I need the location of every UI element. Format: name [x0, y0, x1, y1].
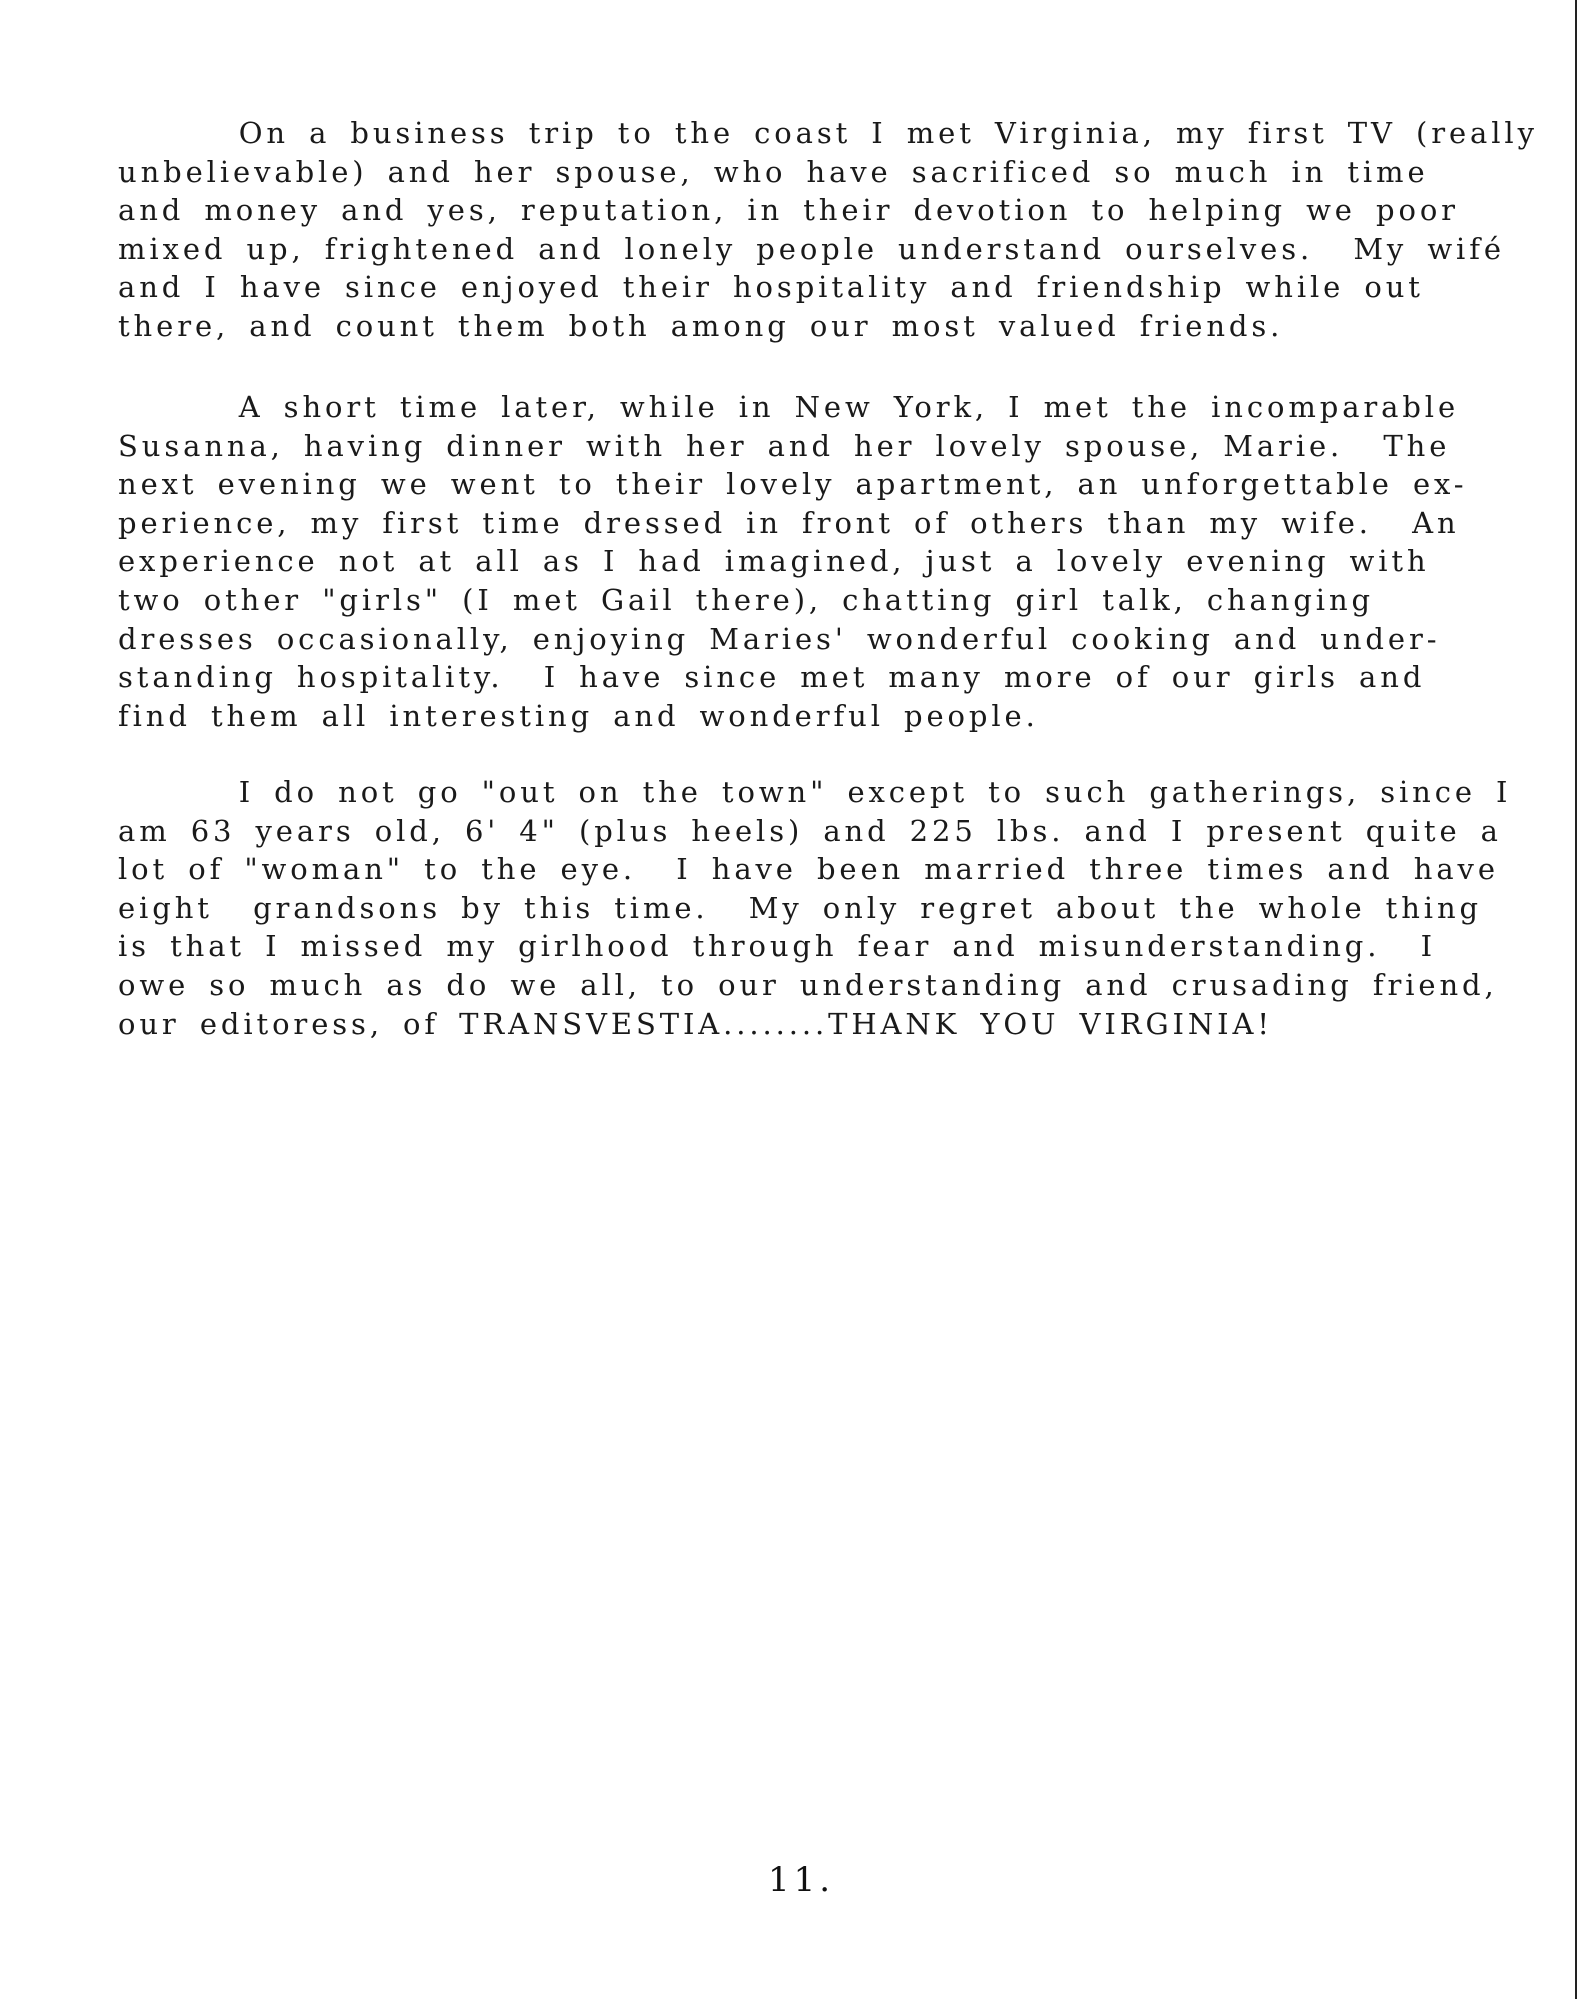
text-line: and I have since enjoyed their hospitality and friendship while out — [118, 270, 1424, 305]
text-line: On a business trip to the coast I met Virginia, my first TV (really — [118, 116, 1538, 150]
text-line: mixed up, frightened and lonely people understand ourselves. My wifé — [118, 231, 1505, 266]
page-number: 11. — [768, 1860, 835, 1900]
text-line: and money and yes, reputation, in their devotion to helping we poor — [118, 193, 1459, 228]
text-line: unbelievable) and her spouse, who have sacrificed so much in time — [118, 154, 1429, 189]
text-line: lot of "woman" to the eye. I have been married three times and have — [118, 852, 1499, 887]
text-line: I do not go "out on the town" except to such gatherings, since I — [118, 775, 1512, 809]
text-line: am 63 years old, 6' 4" (plus heels) and 225 lbs. and I present quite a — [118, 813, 1502, 848]
paragraph-2 — [118, 388, 1558, 735]
text-line: dresses occasionally, enjoying Maries' wonderful cooking and under- — [118, 621, 1441, 656]
text-line: eight grandsons by this time. My only regret about the whole thing — [118, 890, 1482, 925]
text-line: next evening we went to their lovely apartment, an unforgettable ex- — [118, 467, 1468, 502]
text-line: two other "girls" (I met Gail there), chatting girl talk, changing — [118, 582, 1374, 617]
text-line: perience, my first time dressed in front of others than my wife. An — [118, 505, 1460, 540]
text-line: owe so much as do we all, to our understanding and crusading friend, — [118, 967, 1498, 1002]
page-edge-line — [1575, 0, 1577, 1999]
paragraph-1 — [118, 114, 1558, 346]
text-line: find them all interesting and wonderful people. — [118, 698, 1039, 733]
text-line: there, and count them both among our most valued friends. — [118, 308, 1284, 343]
text-line: Susanna, having dinner with her and her lovely spouse, Marie. The — [118, 428, 1451, 463]
text-line: experience not at all as I had imagined, just a lovely evening with — [118, 544, 1430, 579]
text-line: our editoress, of TRANSVESTIA........THANK YOU VIRGINIA! — [118, 1006, 1273, 1041]
paragraph-3 — [118, 773, 1558, 1043]
text-line: standing hospitality. I have since met many more of our girls and — [118, 660, 1426, 695]
text-line: A short time later, while in New York, I met the incomparable — [118, 390, 1460, 424]
text-line: is that I missed my girlhood through fear and misunderstanding. I — [118, 929, 1436, 964]
